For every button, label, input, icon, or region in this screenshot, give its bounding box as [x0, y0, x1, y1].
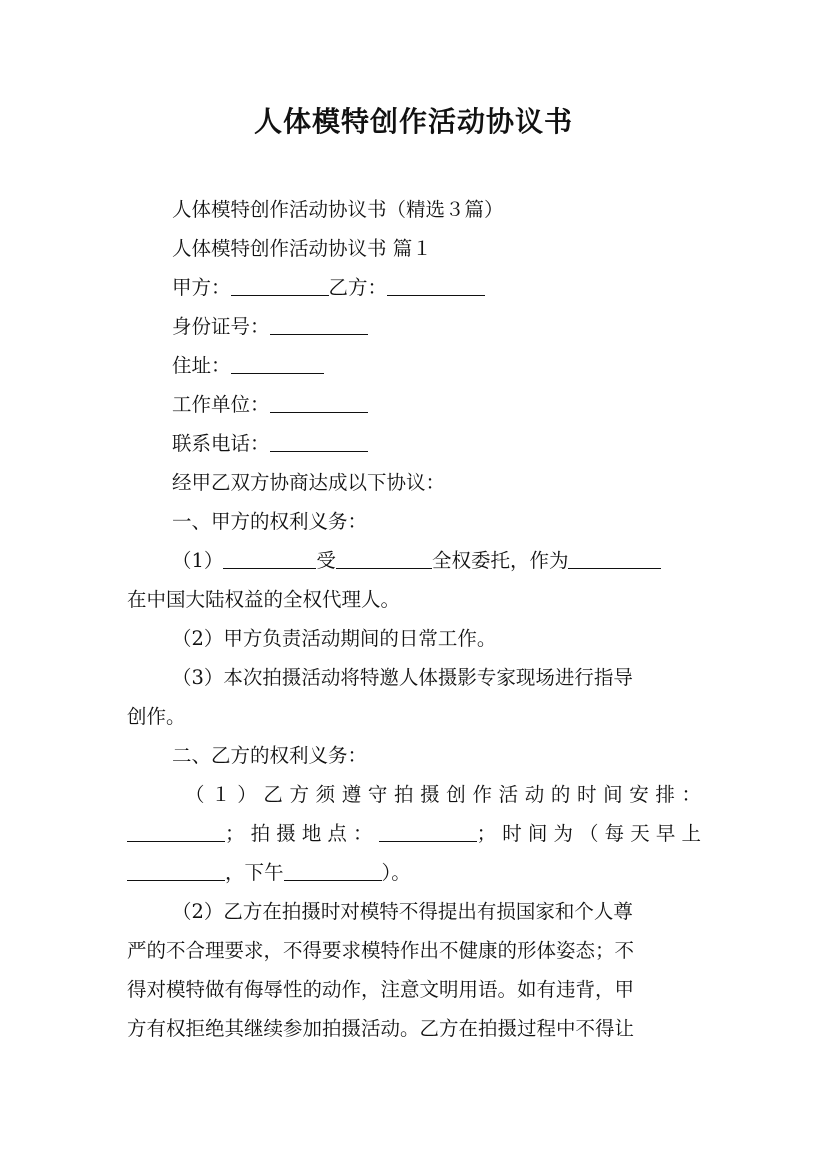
address-blank — [231, 347, 324, 374]
address-label: 住址： — [172, 354, 231, 377]
document-title: 人体模特创作活动协议书 — [253, 105, 573, 138]
clause-2-2-line1: （2）乙方在拍摄时对模特不得提出有损国家和个人尊 — [172, 900, 633, 923]
document-body — [127, 190, 701, 1048]
part1-title: 一、甲方的权利义务： — [172, 510, 368, 533]
clause-1-1-blank-2 — [336, 542, 432, 569]
clause-2-2-line3: 得对模特做有侮辱性的动作，注意文明用语。如有违背，甲 — [127, 978, 635, 1001]
clause-1-1-line1 — [127, 541, 701, 580]
clause-1-1-blank-1 — [223, 542, 316, 569]
phone-blank — [270, 425, 368, 452]
clause-1-1-line2: 在中国大陆权益的全权代理人。 — [127, 588, 401, 611]
party-b-label: 乙方： — [328, 276, 388, 299]
clause-2-2-line4: 方有权拒绝其继续参加拍摄活动。乙方在拍摄过程中不得让 — [127, 1017, 635, 1040]
phone-label: 联系电话： — [172, 432, 270, 455]
work-unit-blank — [270, 386, 368, 413]
clause-1-1-mid1: 受 — [316, 549, 336, 572]
clause-1-1-mid2: 全权委托，作为 — [431, 549, 569, 572]
clause-2-1-line3 — [127, 853, 701, 892]
agreement-intro: 经甲乙双方协商达成以下协议： — [172, 471, 446, 494]
id-blank — [270, 308, 368, 335]
party-b-blank — [387, 269, 485, 296]
clause-2-1-line1: （１）乙方须遵守拍摄创作活动的时间安排： — [185, 783, 701, 806]
clause-2-1-location-label: ；拍摄地点： — [225, 822, 379, 845]
work-unit-line — [127, 385, 701, 424]
phone-line — [127, 424, 701, 463]
clause-2-1-blank-4 — [284, 854, 382, 881]
clause-2-1-time-label: ；时间为（每天早上 — [476, 822, 701, 845]
clause-1-3-line1: （3）本次拍摄活动将特邀人体摄影专家现场进行指导 — [172, 666, 633, 689]
clause-2-1-line2 — [127, 814, 701, 853]
parties-line — [127, 268, 701, 307]
part2-title: 二、乙方的权利义务： — [172, 744, 368, 767]
subtitle: 人体模特创作活动协议书（精选３篇） — [172, 198, 504, 221]
clause-2-1-end: ）。 — [381, 861, 411, 884]
clause-1-3-line2: 创作。 — [127, 705, 186, 728]
clause-2-1-pm-label: ，下午 — [225, 861, 284, 884]
section-title: 人体模特创作活动协议书 篇１ — [172, 237, 432, 260]
party-a-blank — [231, 269, 329, 296]
clause-1-1-blank-3 — [568, 542, 661, 569]
clause-1-2: （2）甲方负责活动期间的日常工作。 — [172, 627, 497, 650]
clause-1-1-prefix: （1） — [172, 549, 224, 572]
id-line — [127, 307, 701, 346]
address-line — [127, 346, 701, 385]
clause-2-2-line2: 严的不合理要求，不得要求模特作出不健康的形体姿态；不 — [127, 939, 635, 962]
work-unit-label: 工作单位： — [172, 393, 270, 416]
party-a-label: 甲方： — [172, 276, 231, 299]
clause-2-1-blank-1 — [127, 815, 225, 842]
clause-2-1-blank-2 — [379, 815, 477, 842]
clause-2-1-blank-3 — [127, 854, 225, 881]
id-label: 身份证号： — [172, 315, 270, 338]
